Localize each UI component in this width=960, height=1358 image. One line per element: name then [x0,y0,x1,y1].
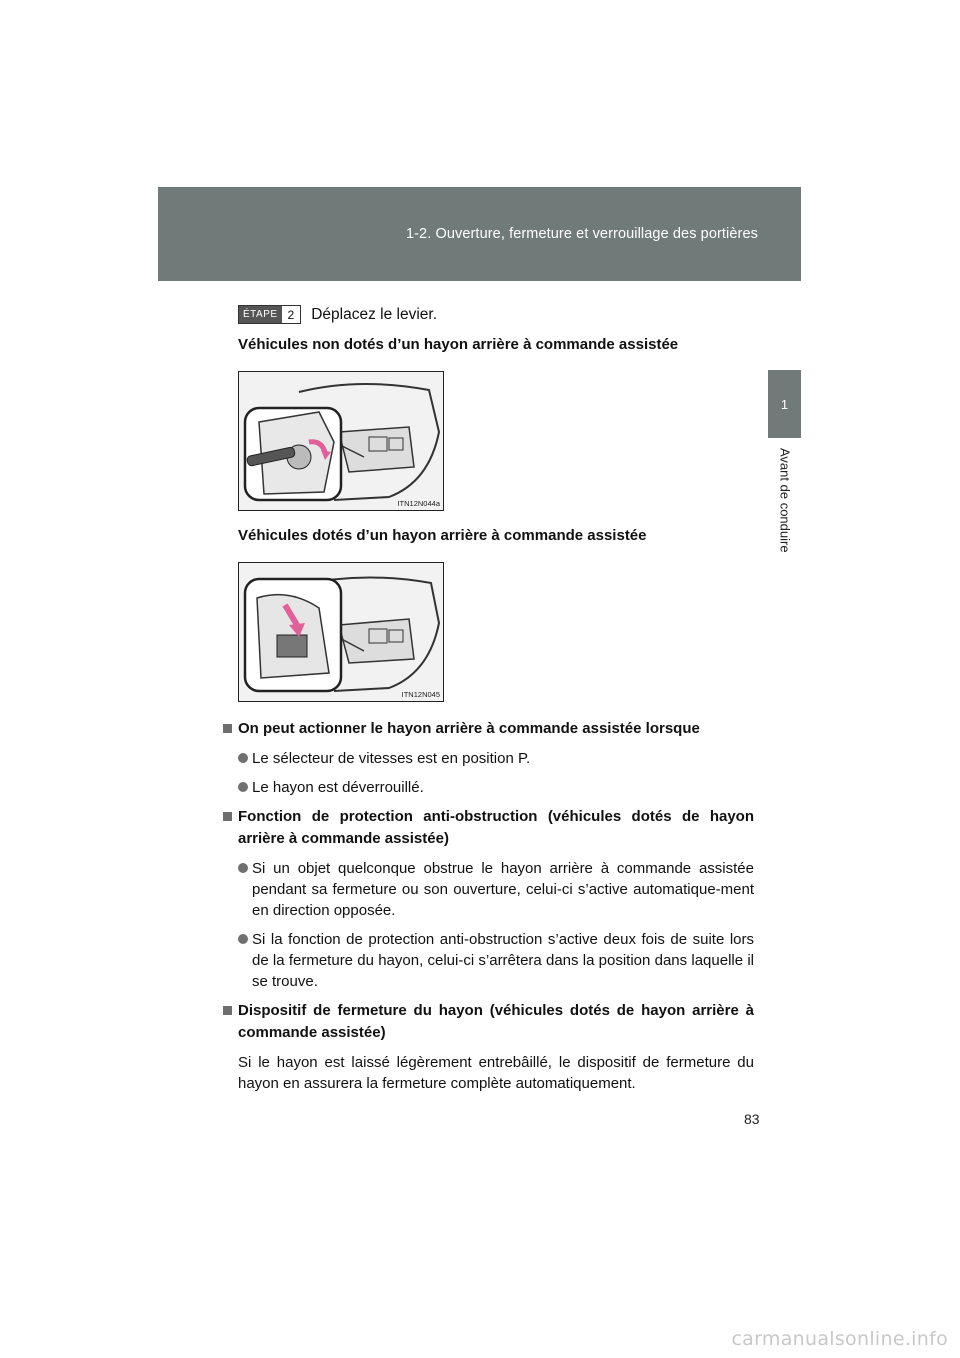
list-item-text: Le hayon est déverrouillé. [252,779,424,796]
section-paragraph: Si le hayon est laissé légèrement entrebâillé, le dispositif de fermeture du hayon en assurera la fermeture complète automatiquement. [238,1054,754,1092]
figure-lever-power [238,562,444,702]
figure-code-1: ITN12N044a [397,499,440,508]
section-heading-text: On peut actionner le hayon arrière à commande assistée lorsque [238,720,700,737]
list-item [238,858,754,921]
round-bullet-icon [238,863,248,873]
round-bullet-icon [238,782,248,792]
square-bullet-icon [223,1006,232,1015]
list-item [238,748,754,769]
section-heading-text: Dispositif de fermeture du hayon (véhicules dotés de hayon arrière à commande assistée) [238,1002,754,1041]
square-bullet-icon [223,812,232,821]
section-heading-text: Fonction de protection anti-obstruction (véhicules dotés de hayon arrière à commande assistée) [238,808,754,847]
section-heading [238,1000,754,1044]
illustration-tailgate-lever-2 [239,563,443,701]
section-heading [238,718,754,740]
caption-non-power: Véhicules non dotés d’un hayon arrière à commande assistée [238,336,679,353]
list-item [238,929,754,992]
list-item-text: Le sélecteur de vitesses est en position P. [252,750,531,767]
round-bullet-icon [238,753,248,763]
step-badge-label: ÉTAPE [239,306,282,323]
step-text: Déplacez le levier. [311,305,438,323]
section-closer-device [238,1000,754,1094]
list-item-text: Si la fonction de protection anti-obstruction s’active deux fois de suite lors de la fermeture du hayon, celui-ci s’arrêtera dans la position dans laquelle il se trouve. [252,931,754,990]
list-item-text: Si un objet quelconque obstrue le hayon arrière à commande assistée pendant sa fermeture ou son ouverture, celui-ci s’active automatique-ment en direction opposée. [252,860,754,919]
page-number: 83 [744,1111,760,1127]
caption-power: Véhicules dotés d’un hayon arrière à commande assistée [238,527,647,544]
section-anti-obstruction [238,806,754,992]
watermark: carmanualsonline.info [731,1328,948,1350]
page-content [238,305,754,1094]
figure-code-2: ITN12N045 [401,690,440,699]
list-item [238,777,754,798]
chapter-tab: 1 [768,370,801,438]
step-badge [238,305,301,324]
round-bullet-icon [238,934,248,944]
chapter-title: 1-2. Ouverture, fermeture et verrouillage des portières [405,226,758,242]
step-badge-number: 2 [282,306,301,323]
section-operation-conditions [238,718,754,798]
illustration-tailgate-lever-1 [239,372,443,510]
square-bullet-icon [223,724,232,733]
step-row [238,305,754,324]
figure-lever-non-power [238,371,444,511]
chapter-side-label: Avant de conduire [777,448,793,553]
section-heading [238,806,754,850]
chapter-header-band [158,187,801,281]
